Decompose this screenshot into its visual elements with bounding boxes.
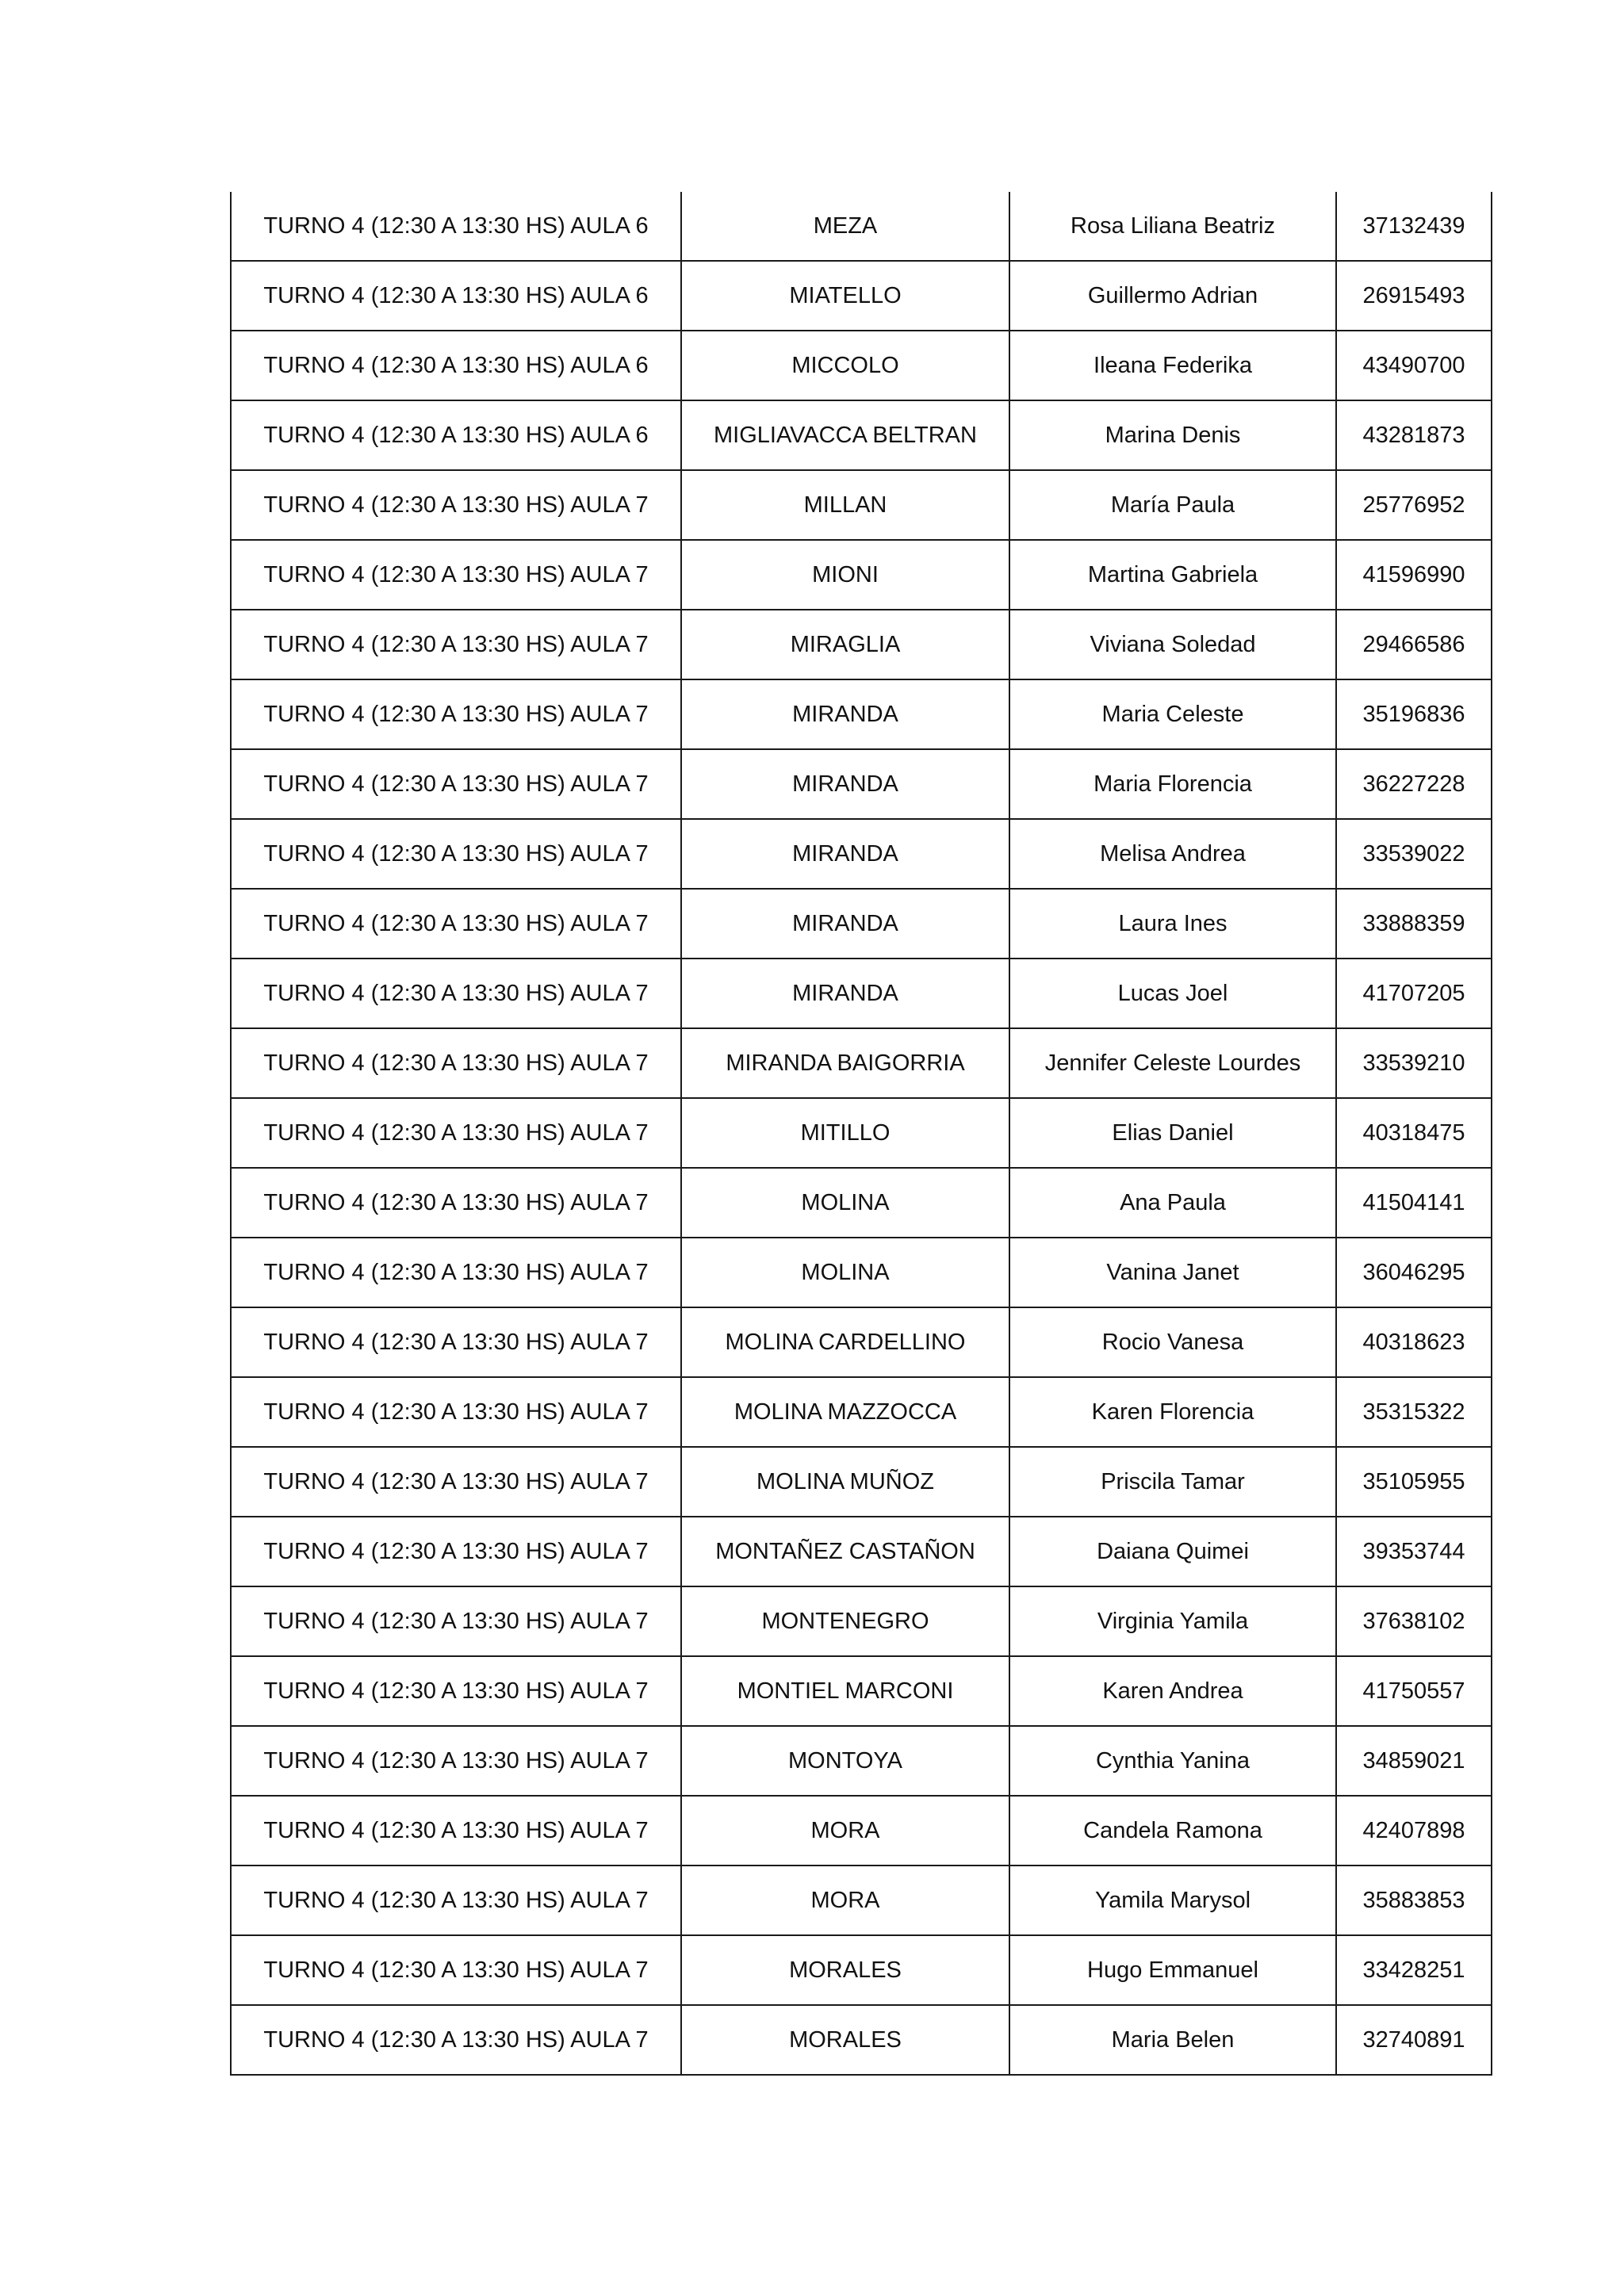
nombre-cell: Elias Daniel [1009, 1098, 1336, 1168]
table-row [231, 470, 1492, 540]
turno-cell: TURNO 4 (12:30 A 13:30 HS) AULA 7 [231, 2005, 681, 2075]
turno-cell: TURNO 4 (12:30 A 13:30 HS) AULA 7 [231, 1307, 681, 1377]
dni-cell: 35105955 [1336, 1447, 1492, 1517]
table-row [231, 1238, 1492, 1307]
apellido-cell: MORA [681, 1796, 1009, 1866]
table-row [231, 610, 1492, 679]
dni-cell: 26915493 [1336, 261, 1492, 331]
table-row [231, 959, 1492, 1028]
apellido-cell: MIRANDA [681, 819, 1009, 889]
dni-cell: 32740891 [1336, 2005, 1492, 2075]
apellido-cell: MEZA [681, 192, 1009, 261]
dni-cell: 29466586 [1336, 610, 1492, 679]
apellido-cell: MIRAGLIA [681, 610, 1009, 679]
table-row [231, 679, 1492, 749]
apellido-cell: MORALES [681, 2005, 1009, 2075]
apellido-cell: MOLINA MAZZOCCA [681, 1377, 1009, 1447]
turno-cell: TURNO 4 (12:30 A 13:30 HS) AULA 7 [231, 1238, 681, 1307]
table-row [231, 1447, 1492, 1517]
dni-cell: 34859021 [1336, 1726, 1492, 1796]
table-row [231, 1028, 1492, 1098]
nombre-cell: Melisa Andrea [1009, 819, 1336, 889]
table-row [231, 1168, 1492, 1238]
nombre-cell: Cynthia Yanina [1009, 1726, 1336, 1796]
nombre-cell: Rosa Liliana Beatriz [1009, 192, 1336, 261]
dni-cell: 41707205 [1336, 959, 1492, 1028]
turno-cell: TURNO 4 (12:30 A 13:30 HS) AULA 7 [231, 1168, 681, 1238]
apellido-cell: MONTENEGRO [681, 1586, 1009, 1656]
table-row [231, 1726, 1492, 1796]
apellido-cell: MOLINA [681, 1238, 1009, 1307]
turno-cell: TURNO 4 (12:30 A 13:30 HS) AULA 7 [231, 749, 681, 819]
dni-cell: 35883853 [1336, 1866, 1492, 1935]
nombre-cell: María Paula [1009, 470, 1336, 540]
nombre-cell: Marina Denis [1009, 400, 1336, 470]
nombre-cell: Rocio Vanesa [1009, 1307, 1336, 1377]
nombre-cell: Virginia Yamila [1009, 1586, 1336, 1656]
dni-cell: 39353744 [1336, 1517, 1492, 1586]
apellido-cell: MOLINA CARDELLINO [681, 1307, 1009, 1377]
turno-cell: TURNO 4 (12:30 A 13:30 HS) AULA 7 [231, 1586, 681, 1656]
nombre-cell: Guillermo Adrian [1009, 261, 1336, 331]
dni-cell: 33888359 [1336, 889, 1492, 959]
table-row [231, 1866, 1492, 1935]
turno-cell: TURNO 4 (12:30 A 13:30 HS) AULA 7 [231, 540, 681, 610]
apellido-cell: MIRANDA [681, 749, 1009, 819]
turno-cell: TURNO 4 (12:30 A 13:30 HS) AULA 7 [231, 1517, 681, 1586]
nombre-cell: Ileana Federika [1009, 331, 1336, 400]
turno-cell: TURNO 4 (12:30 A 13:30 HS) AULA 7 [231, 1866, 681, 1935]
exam-roster-table [230, 192, 1492, 2076]
turno-cell: TURNO 4 (12:30 A 13:30 HS) AULA 7 [231, 819, 681, 889]
nombre-cell: Karen Andrea [1009, 1656, 1336, 1726]
nombre-cell: Maria Florencia [1009, 749, 1336, 819]
table-row [231, 1307, 1492, 1377]
turno-cell: TURNO 4 (12:30 A 13:30 HS) AULA 6 [231, 400, 681, 470]
table-row [231, 540, 1492, 610]
nombre-cell: Daiana Quimei [1009, 1517, 1336, 1586]
dni-cell: 33539022 [1336, 819, 1492, 889]
nombre-cell: Viviana Soledad [1009, 610, 1336, 679]
table-row [231, 2005, 1492, 2075]
table-row [231, 819, 1492, 889]
apellido-cell: MIRANDA BAIGORRIA [681, 1028, 1009, 1098]
nombre-cell: Yamila Marysol [1009, 1866, 1336, 1935]
turno-cell: TURNO 4 (12:30 A 13:30 HS) AULA 7 [231, 1447, 681, 1517]
nombre-cell: Laura Ines [1009, 889, 1336, 959]
dni-cell: 36046295 [1336, 1238, 1492, 1307]
nombre-cell: Martina Gabriela [1009, 540, 1336, 610]
turno-cell: TURNO 4 (12:30 A 13:30 HS) AULA 6 [231, 261, 681, 331]
turno-cell: TURNO 4 (12:30 A 13:30 HS) AULA 7 [231, 1028, 681, 1098]
dni-cell: 36227228 [1336, 749, 1492, 819]
table-row [231, 1796, 1492, 1866]
apellido-cell: MIRANDA [681, 889, 1009, 959]
turno-cell: TURNO 4 (12:30 A 13:30 HS) AULA 7 [231, 1935, 681, 2005]
dni-cell: 40318623 [1336, 1307, 1492, 1377]
apellido-cell: MONTIEL MARCONI [681, 1656, 1009, 1726]
roster-body [231, 192, 1492, 2075]
dni-cell: 33539210 [1336, 1028, 1492, 1098]
turno-cell: TURNO 4 (12:30 A 13:30 HS) AULA 7 [231, 1656, 681, 1726]
nombre-cell: Maria Celeste [1009, 679, 1336, 749]
apellido-cell: MOLINA MUÑOZ [681, 1447, 1009, 1517]
nombre-cell: Candela Ramona [1009, 1796, 1336, 1866]
table-row [231, 1517, 1492, 1586]
table-row [231, 749, 1492, 819]
apellido-cell: MIONI [681, 540, 1009, 610]
table-row [231, 400, 1492, 470]
table-row [231, 331, 1492, 400]
apellido-cell: MIATELLO [681, 261, 1009, 331]
dni-cell: 42407898 [1336, 1796, 1492, 1866]
turno-cell: TURNO 4 (12:30 A 13:30 HS) AULA 7 [231, 959, 681, 1028]
turno-cell: TURNO 4 (12:30 A 13:30 HS) AULA 6 [231, 192, 681, 261]
apellido-cell: MICCOLO [681, 331, 1009, 400]
turno-cell: TURNO 4 (12:30 A 13:30 HS) AULA 7 [231, 679, 681, 749]
apellido-cell: MIGLIAVACCA BELTRAN [681, 400, 1009, 470]
dni-cell: 35315322 [1336, 1377, 1492, 1447]
turno-cell: TURNO 4 (12:30 A 13:30 HS) AULA 7 [231, 1377, 681, 1447]
table-row [231, 261, 1492, 331]
apellido-cell: MONTOYA [681, 1726, 1009, 1796]
dni-cell: 41750557 [1336, 1656, 1492, 1726]
turno-cell: TURNO 4 (12:30 A 13:30 HS) AULA 7 [231, 1796, 681, 1866]
apellido-cell: MILLAN [681, 470, 1009, 540]
dni-cell: 41504141 [1336, 1168, 1492, 1238]
nombre-cell: Ana Paula [1009, 1168, 1336, 1238]
table-row [231, 1935, 1492, 2005]
turno-cell: TURNO 4 (12:30 A 13:30 HS) AULA 7 [231, 889, 681, 959]
apellido-cell: MIRANDA [681, 959, 1009, 1028]
nombre-cell: Priscila Tamar [1009, 1447, 1336, 1517]
table-row [231, 1656, 1492, 1726]
table-row [231, 1377, 1492, 1447]
nombre-cell: Karen Florencia [1009, 1377, 1336, 1447]
nombre-cell: Jennifer Celeste Lourdes [1009, 1028, 1336, 1098]
turno-cell: TURNO 4 (12:30 A 13:30 HS) AULA 7 [231, 470, 681, 540]
dni-cell: 37638102 [1336, 1586, 1492, 1656]
dni-cell: 40318475 [1336, 1098, 1492, 1168]
nombre-cell: Hugo Emmanuel [1009, 1935, 1336, 2005]
nombre-cell: Maria Belen [1009, 2005, 1336, 2075]
turno-cell: TURNO 4 (12:30 A 13:30 HS) AULA 7 [231, 1098, 681, 1168]
table-row [231, 889, 1492, 959]
apellido-cell: MIRANDA [681, 679, 1009, 749]
apellido-cell: MORA [681, 1866, 1009, 1935]
dni-cell: 33428251 [1336, 1935, 1492, 2005]
table-row [231, 1098, 1492, 1168]
nombre-cell: Vanina Janet [1009, 1238, 1336, 1307]
dni-cell: 41596990 [1336, 540, 1492, 610]
turno-cell: TURNO 4 (12:30 A 13:30 HS) AULA 7 [231, 610, 681, 679]
apellido-cell: MORALES [681, 1935, 1009, 2005]
turno-cell: TURNO 4 (12:30 A 13:30 HS) AULA 6 [231, 331, 681, 400]
apellido-cell: MOLINA [681, 1168, 1009, 1238]
apellido-cell: MONTAÑEZ CASTAÑON [681, 1517, 1009, 1586]
dni-cell: 43281873 [1336, 400, 1492, 470]
nombre-cell: Lucas Joel [1009, 959, 1336, 1028]
table-row [231, 1586, 1492, 1656]
dni-cell: 43490700 [1336, 331, 1492, 400]
turno-cell: TURNO 4 (12:30 A 13:30 HS) AULA 7 [231, 1726, 681, 1796]
dni-cell: 35196836 [1336, 679, 1492, 749]
apellido-cell: MITILLO [681, 1098, 1009, 1168]
table-row [231, 192, 1492, 261]
dni-cell: 37132439 [1336, 192, 1492, 261]
dni-cell: 25776952 [1336, 470, 1492, 540]
